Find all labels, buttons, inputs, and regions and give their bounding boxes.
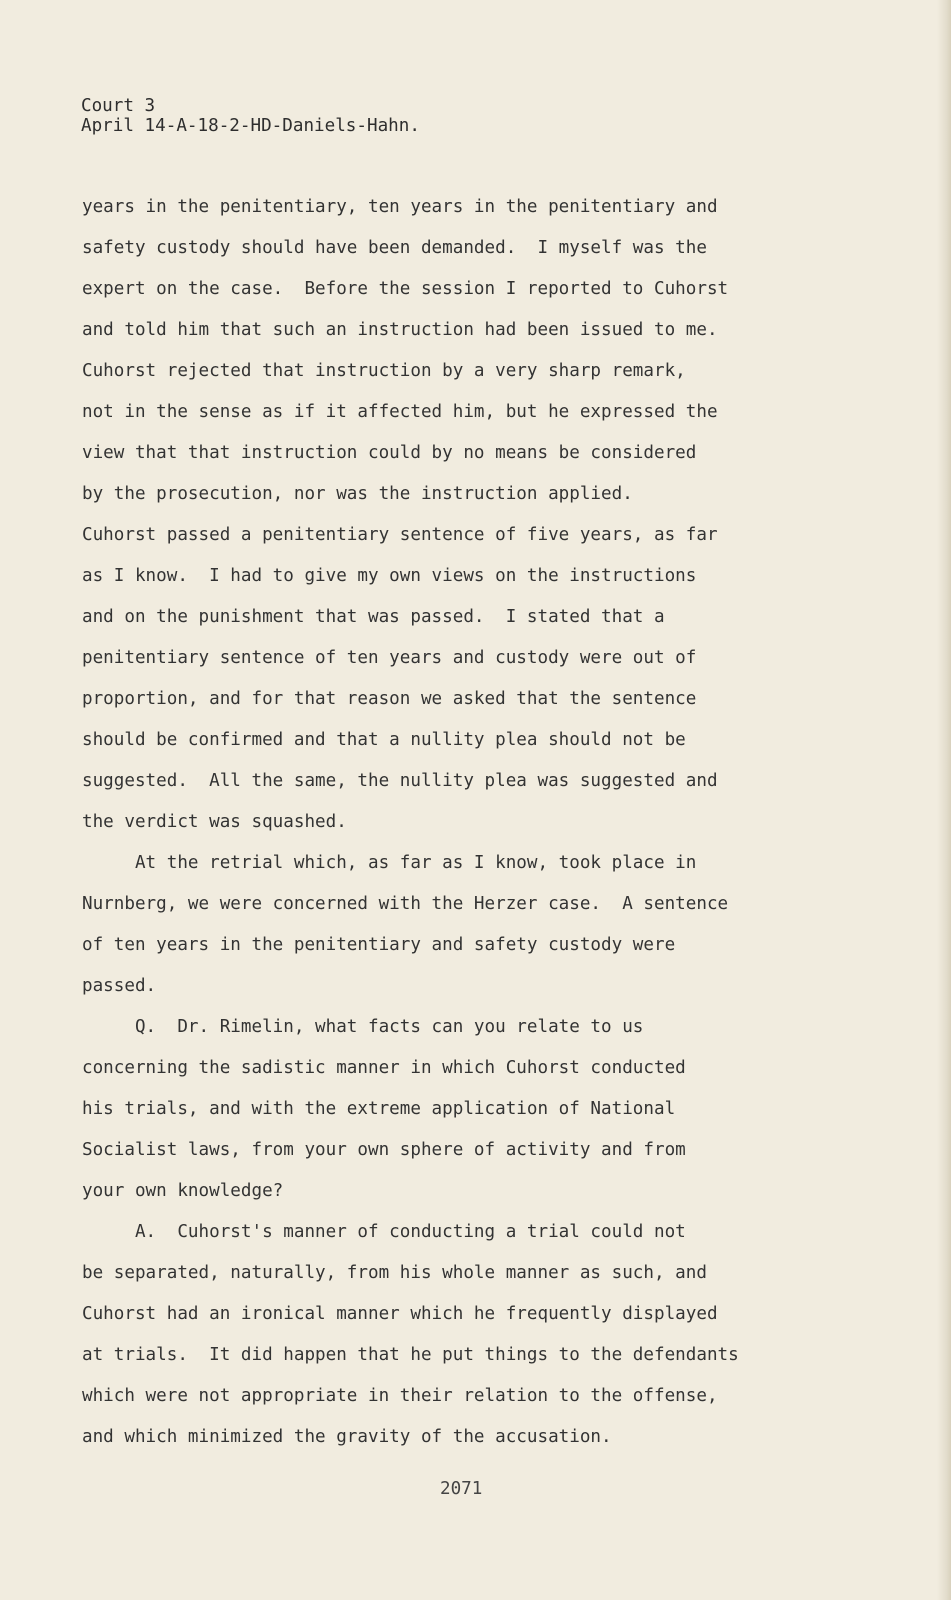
body-line: at trials. It did happen that he put things to the defendants bbox=[82, 1345, 739, 1365]
page-number: 2071 bbox=[440, 1479, 483, 1499]
body-line: proportion, and for that reason we asked that the sentence bbox=[82, 689, 697, 709]
page-edge bbox=[937, 0, 951, 1600]
body-line: his trials, and with the extreme application of National bbox=[82, 1099, 676, 1119]
body-line: by the prosecution, nor was the instruction applied. bbox=[82, 484, 633, 504]
body-line: At the retrial which, as far as I know, took place in bbox=[82, 853, 697, 873]
body-line: A. Cuhorst's manner of conducting a trial could not bbox=[82, 1222, 686, 1242]
body-line: should be confirmed and that a nullity plea should not be bbox=[82, 730, 686, 750]
body-line: not in the sense as if it affected him, but he expressed the bbox=[82, 402, 718, 422]
document-body bbox=[82, 196, 739, 1467]
body-line: and which minimized the gravity of the accusation. bbox=[82, 1427, 612, 1447]
document-header bbox=[81, 96, 420, 136]
body-line: of ten years in the penitentiary and safety custody were bbox=[82, 935, 676, 955]
body-line: view that that instruction could by no means be considered bbox=[82, 443, 697, 463]
body-line: and on the punishment that was passed. I stated that a bbox=[82, 607, 665, 627]
body-line: your own knowledge? bbox=[82, 1181, 284, 1201]
body-line: as I know. I had to give my own views on the instructions bbox=[82, 566, 697, 586]
body-line: years in the penitentiary, ten years in the penitentiary and bbox=[82, 197, 718, 217]
body-line: the verdict was squashed. bbox=[82, 812, 347, 832]
body-line: suggested. All the same, the nullity plea was suggested and bbox=[82, 771, 718, 791]
body-line: Q. Dr. Rimelin, what facts can you relate to us bbox=[82, 1017, 644, 1037]
body-line: Cuhorst rejected that instruction by a very sharp remark, bbox=[82, 361, 686, 381]
header-court: Court 3 bbox=[81, 96, 156, 116]
body-line: expert on the case. Before the session I reported to Cuhorst bbox=[82, 279, 729, 299]
body-line: which were not appropriate in their relation to the offense, bbox=[82, 1386, 718, 1406]
body-line: passed. bbox=[82, 976, 157, 996]
body-line: Socialist laws, from your own sphere of activity and from bbox=[82, 1140, 686, 1160]
body-line: penitentiary sentence of ten years and custody were out of bbox=[82, 648, 697, 668]
body-line: Nurnberg, we were concerned with the Herzer case. A sentence bbox=[82, 894, 729, 914]
header-reference: April 14-A-18-2-HD-Daniels-Hahn. bbox=[81, 116, 420, 136]
body-line: and told him that such an instruction had been issued to me. bbox=[82, 320, 718, 340]
body-line: safety custody should have been demanded. I myself was the bbox=[82, 238, 707, 258]
body-line: be separated, naturally, from his whole manner as such, and bbox=[82, 1263, 707, 1283]
body-line: concerning the sadistic manner in which Cuhorst conducted bbox=[82, 1058, 686, 1078]
body-line: Cuhorst had an ironical manner which he frequently displayed bbox=[82, 1304, 718, 1324]
body-line: Cuhorst passed a penitentiary sentence of five years, as far bbox=[82, 525, 718, 545]
